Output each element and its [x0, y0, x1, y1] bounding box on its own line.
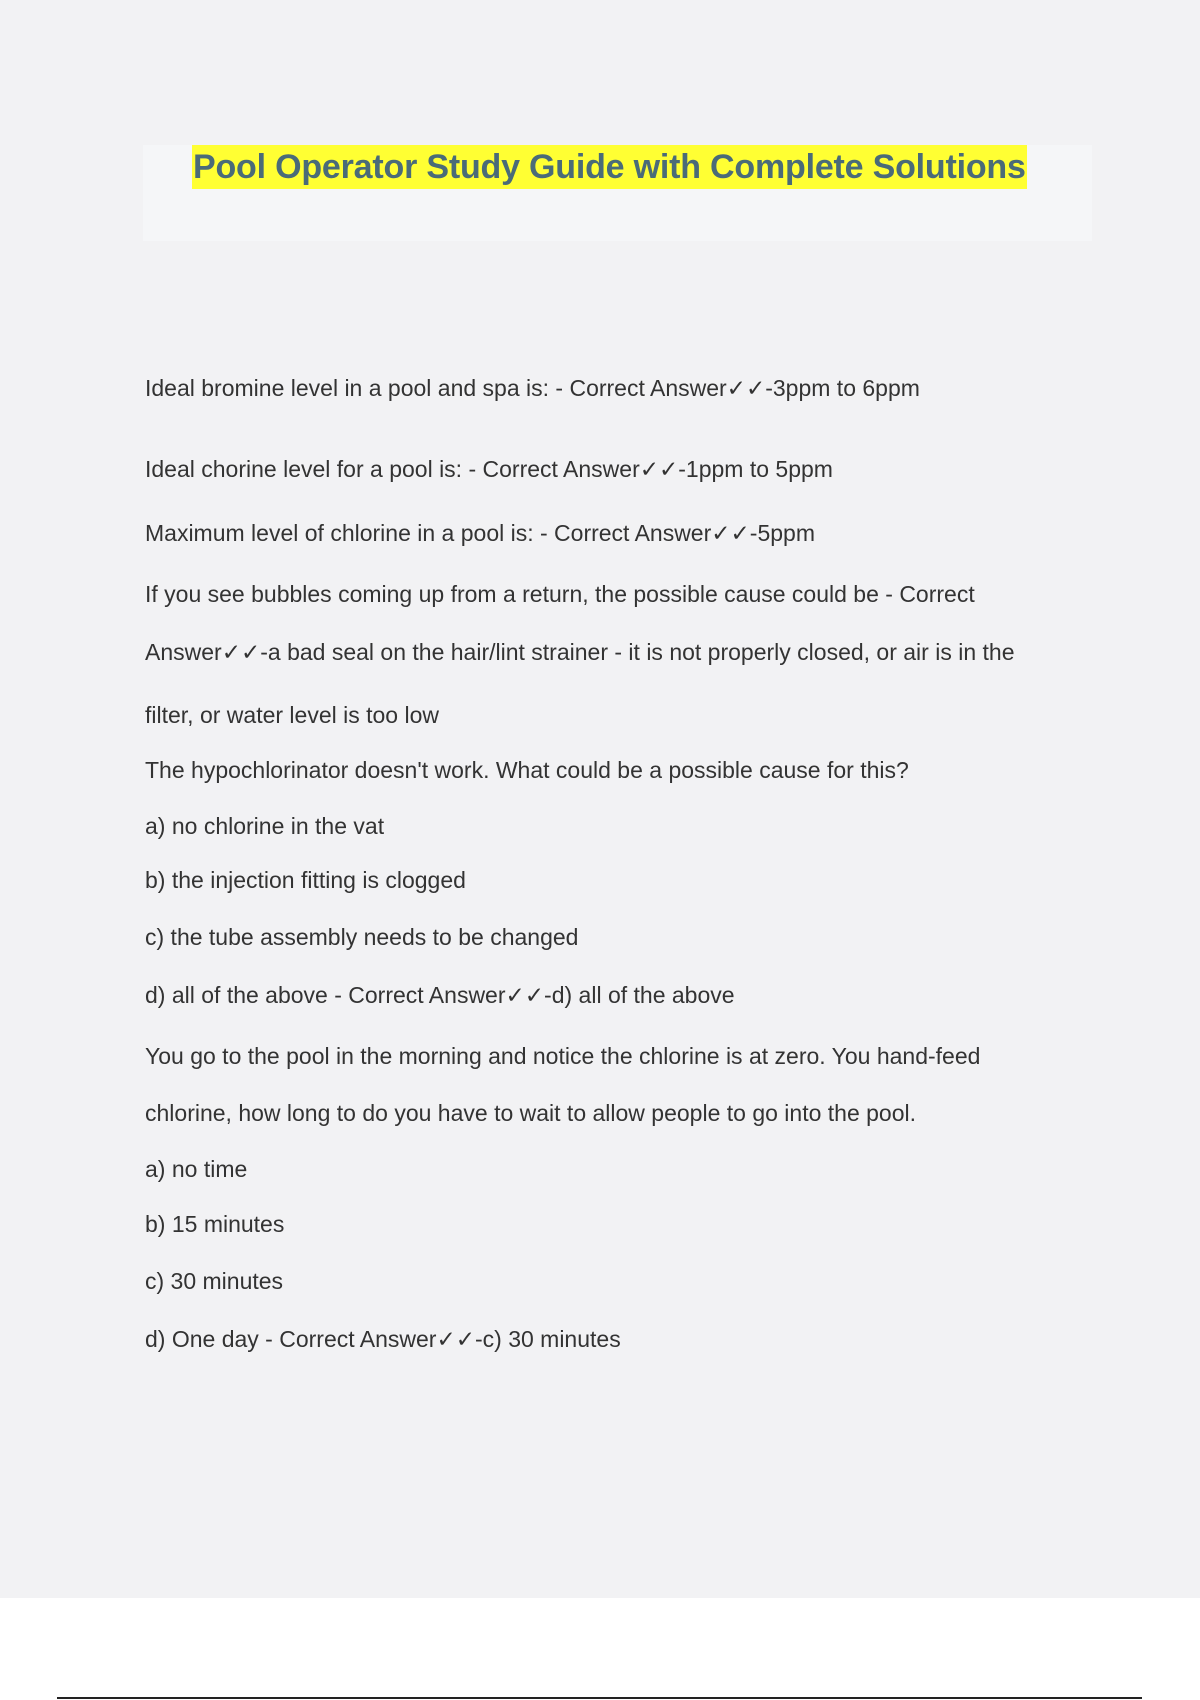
text-line-option-a: a) no chlorine in the vat	[145, 813, 385, 839]
text-line-max-chlorine: Maximum level of chlorine in a pool is: - Correct Answer✓✓-5ppm	[145, 520, 815, 546]
text-line-option-d-time-answer: d) One day - Correct Answer✓✓-c) 30 minutes	[145, 1326, 621, 1352]
text-line-option-c: c) the tube assembly needs to be changed	[145, 924, 579, 950]
text-line-option-b: b) the injection fitting is clogged	[145, 867, 466, 893]
document-title: Pool Operator Study Guide with Complete Solutions	[192, 145, 1027, 189]
text-line-option-c-time: c) 30 minutes	[145, 1268, 284, 1294]
text-line-option-b-time: b) 15 minutes	[145, 1211, 285, 1237]
text-line-option-d-answer: d) all of the above - Correct Answer✓✓-d) all of the above	[145, 982, 735, 1008]
text-line-option-a-time: a) no time	[145, 1156, 248, 1182]
text-line-bromine-level: Ideal bromine level in a pool and spa is: - Correct Answer✓✓-3ppm to 6ppm	[145, 375, 920, 401]
footer-divider	[57, 1697, 1142, 1699]
text-line-zero-chlorine-question: You go to the pool in the morning and notice the chlorine is at zero. You hand-feed	[145, 1043, 981, 1069]
text-line-bubbles-question: If you see bubbles coming up from a return, the possible cause could be - Correct	[145, 581, 975, 607]
text-line-bubbles-answer: Answer✓✓-a bad seal on the hair/lint strainer - it is not properly closed, or air is in the	[145, 639, 1015, 665]
text-line-bubbles-answer-cont: filter, or water level is too low	[145, 702, 440, 728]
page-footer	[0, 1598, 1200, 1700]
text-line-zero-chlorine-question-cont: chlorine, how long to do you have to wait to allow people to go into the pool.	[145, 1100, 917, 1126]
text-line-hypochlorinator-question: The hypochlorinator doesn't work. What could be a possible cause for this?	[145, 757, 909, 783]
text-line-chlorine-level: Ideal chorine level for a pool is: - Correct Answer✓✓-1ppm to 5ppm	[145, 456, 833, 482]
